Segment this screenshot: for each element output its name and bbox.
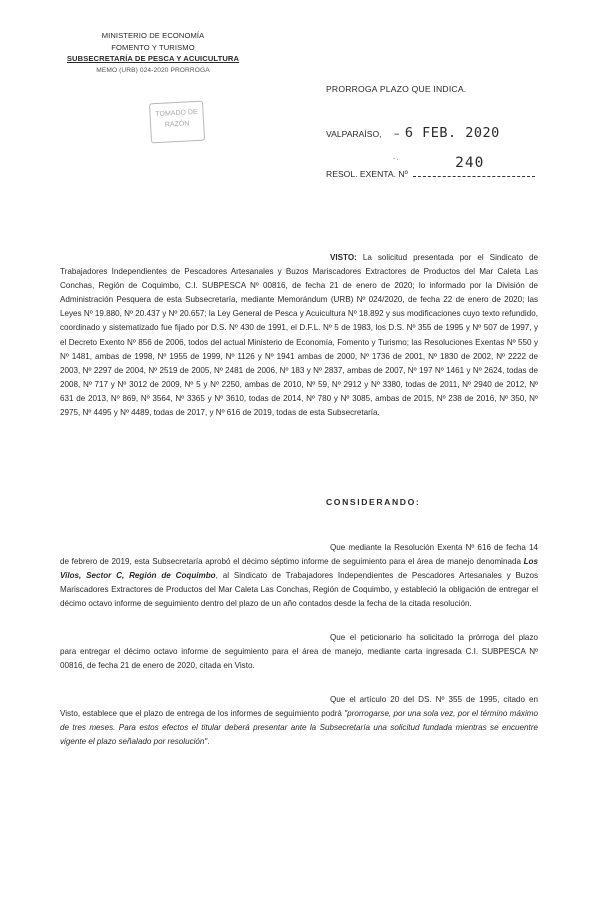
- letterhead: [48, 30, 258, 76]
- visto-label: VISTO:: [330, 253, 357, 262]
- stamp-line-2: RAZÓN: [164, 120, 190, 129]
- resolution-line: [326, 155, 535, 179]
- considerando-paragraph-3: [60, 693, 538, 749]
- handwritten-mark: - .: [393, 156, 399, 162]
- considerando-paragraph-1: [60, 541, 538, 611]
- date-line: [326, 125, 500, 141]
- considerando-1-text-a: Que mediante la Resolución Exenta Nº 616 de fecha 14 de febrero de 2019, esta Subsecretaría aprobó el décimo séptimo informe de seguimiento para el área de manejo denominada: [60, 543, 538, 567]
- memo-reference: MEMO (URB) 024-2020 PRORROGA: [96, 66, 210, 74]
- visto-paragraph: [60, 251, 538, 420]
- area-name: Los Vilos, Sector C, Región de Coquimbo: [60, 557, 538, 581]
- considerando-1-text-c: , al Sindicato de Trabajadores Independientes de Pescadores Artesanales y Buzos Mariscadores Extractores de Productos del Mar Caleta Las Conchas, Región de Coquimbo, y estableció la obligación de entregar el décimo octavo informe de seguimiento dentro del plazo de un año contados desde la fecha de la citada resolución.: [60, 571, 539, 609]
- official-stamp: [149, 101, 205, 144]
- stamp-line-1: TOMADO DE: [155, 108, 198, 119]
- document-subject: PRORROGA PLAZO QUE INDICA.: [326, 84, 467, 94]
- date-stamp-value: 6 FEB. 2020: [404, 125, 500, 141]
- resolution-number: 240: [455, 155, 485, 171]
- date-place: VALPARAÍSO,: [326, 129, 382, 139]
- ministry-subtitle: FOMENTO Y TURISMO: [111, 42, 195, 52]
- considerando-3-text-a: Que el artículo 20 del DS. Nº 355 de 1995, citado en Visto, establece que el plazo de entrega de los informes de seguimiento podrá: [60, 695, 538, 719]
- considerando-3-text-c: .: [207, 737, 210, 747]
- considerando-paragraph-2: Que el peticionario ha solicitado la prórroga del plazo para entregar el décimo octavo informe de seguimiento para el área de manejo, mediante carta ingresada C.I. SUBPESCA Nº 00816, de fecha 21 de enero de 2020, citada en Visto.: [60, 633, 538, 671]
- subsecretaria-name: SUBSECRETARÍA DE PESCA Y ACUICULTURA: [66, 54, 240, 63]
- ministry-name: MINISTERIO DE ECONOMÍA: [101, 31, 205, 40]
- resolution-number-blank: [413, 155, 535, 177]
- quoted-regulation: "prorrogarse, por una sola vez, por el término máximo de tres meses. Para estos efectos el titular deberá presentar ante la Subsecretaría una solicitud fundada mientras se encuentre vigente el plazo señalado por resolución": [60, 709, 538, 747]
- visto-text: La solicitud presentada por el Sindicato de Trabajadores Independientes de Pescadores Artesanales y Buzos Mariscadores Extractores de Productos del Mar Caleta Las Conchas, Región de Coquimbo, C.I. SUBPESCA Nº 00816, de fecha 21 de enero de 2020; lo informado por la División de Administración Pesquera de esta Subsecretaría, mediante Memorándum (URB) Nº 024/2020, de fecha 22 de enero de 2020; las Leyes Nº 19.880, Nº 20.437 y Nº 20.657; la Ley General de Pesca y Acuicultura Nº 18.892 y sus modificaciones cuyo texto refundido, coordinado y sistematizado fue fijado por D.S. Nº 430 de 1991, el D.F.L. Nº 5 de 1983, los D.S. Nº 355 de 1995 y Nº 507 de 1997, y el Decreto Exento Nº 856 de 2006, todos del actual Ministerio de Economía, Fomento y Turismo; las Resoluciones Exentas Nº 550 y Nº 1481, ambas de 1998, Nº 1955 de 1999, Nº 1126 y Nº 1941 ambas de 2000, Nº 1736 de 2001, Nº 1830 de 2002, Nº 2222 de 2003, Nº 2297 de 2004, Nº 2519 de 2005, Nº 2481 de 2006, Nº 183 y Nº 2837, ambas de 2007, Nº 197 Nº 1461 y Nº 2624, todas de 2008, Nº 717 y Nº 3012 de 2009, Nº 5 y Nº 2250, ambas de 2010, Nº 59, Nº 2912 y Nº 3380, todas de 2011, Nº 2940 de 2012, Nº 631 de 2013, Nº 869, Nº 3564, Nº 3365 y Nº 3610, todas de 2014, Nº 780 y Nº 3085, ambas de 2015, Nº 238 de 2016, Nº 350, Nº 2975, Nº 4495 y Nº 4489, todas de 2017, y Nº 616 de 2019, todas de esta Subsecretaría.: [60, 253, 538, 418]
- date-dash: –: [393, 127, 400, 140]
- considerando-heading: CONSIDERANDO:: [326, 497, 421, 507]
- resolution-label: RESOL. EXENTA. Nº: [326, 169, 408, 179]
